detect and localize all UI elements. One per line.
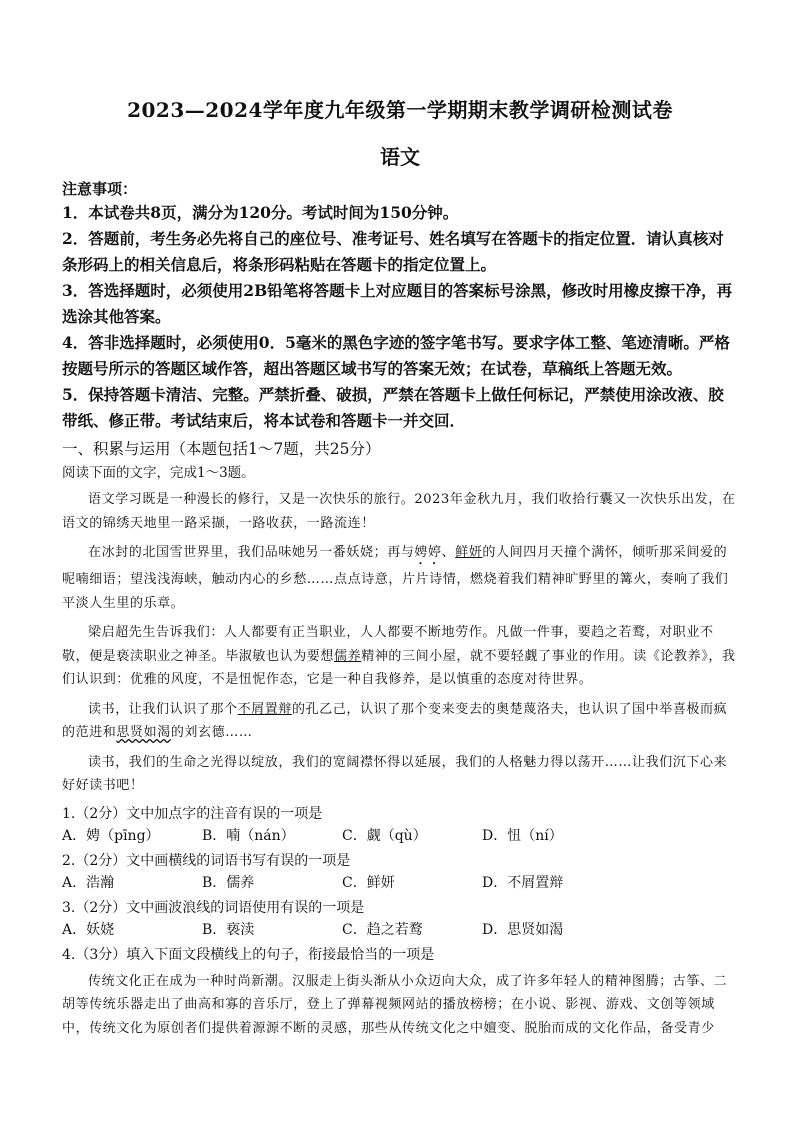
notice-item: 2．答题前，考生务必先将自己的座位号、准考证号、姓名填写在答题卡的指定位置．请认真核对条形码上的相关信息后，将条形码粘贴在答题卡的指定位置上。 bbox=[62, 229, 724, 274]
option-a[interactable]: A．浩瀚 bbox=[62, 874, 115, 891]
passage-paragraph-3 bbox=[62, 621, 738, 692]
text-span: 的刘玄德…… bbox=[170, 725, 253, 740]
option-a[interactable]: A．娉（pīng） bbox=[62, 827, 160, 844]
wavy-underlined-word: 思贤如渴 bbox=[116, 725, 171, 740]
text-span: 梁启超先生告诉我们：人人都要有正当职业，人人都要不断地劳作。凡做一件事，要趋之若鹜，对职业不敬，便是亵渎职业之神圣。毕淑敏也认为要想 bbox=[62, 625, 714, 664]
text-span: 读书，让我们认识了那个 bbox=[88, 701, 238, 717]
text-span: 的人间四月天撞个满怀，倾听那采间爱的呢喃细语；望浅浅海峡，触动内心的乡愁……点点诗意，片片诗情，燃烧着我们精神旷野里的篝火，奏响了我们平淡人生里的乐章。 bbox=[62, 545, 729, 611]
dotted-word: 娉婷 bbox=[414, 545, 442, 560]
question-3-stem: 3.（2分）文中画波浪线的词语使用有误的一项是 bbox=[62, 899, 365, 916]
passage-paragraph-5: 读书，我们的生命之光得以绽放，我们的宽阔襟怀得以延展，我们的人格魅力得以荡开……让我们沉下心来好好读书吧！ bbox=[62, 754, 728, 793]
option-c[interactable]: C．趋之若鹜 bbox=[342, 921, 423, 938]
passage-paragraph-2 bbox=[62, 541, 738, 615]
notice-heading: 注意事项： bbox=[62, 180, 138, 198]
text-span: 的孔乙己，认识了那个变来变去的奥楚蔑洛夫，也认识了国中举喜极而疯的范进和 bbox=[62, 701, 728, 740]
notice-item: 4．答非选择题时，必须使用0．5毫米的黑色字迹的签字笔书写。要求字体工整、笔迹清晰。严格按题号所示的答题区域作答，超出答题区域书写的答案无效；在试卷，草稿纸上答题无效。 bbox=[62, 333, 730, 378]
underlined-word: 儒养 bbox=[334, 648, 362, 664]
notice-item: 3．答选择题时，必须使用2B铅笔将答题卡上对应题目的答案标号涂黑，修改时用橡皮擦干净，再选涂其他答案。 bbox=[62, 281, 733, 326]
section-heading: 一、积累与运用（本题包括1～7题，共25分） bbox=[62, 440, 381, 458]
option-b[interactable]: B．儒养 bbox=[202, 874, 255, 891]
text-span: 精神的三间小屋，就不要轻觑了事业的作用。读《论教养》，我们认识到：优雅的风度，不是忸怩作态，它是一种自我修养，是以慎重的态度对待世界。 bbox=[62, 648, 736, 687]
notice-item: 1．本试卷共8页，满分为120分。考试时间为150分钟。 bbox=[62, 203, 459, 222]
option-b[interactable]: B．亵渎 bbox=[202, 921, 255, 938]
question-4-stem: 4.（3分）填入下面文段横线上的句子，衔接最恰当的一项是 bbox=[62, 946, 435, 963]
text-span: 在冰封的北国雪世界里，我们品味她另一番妖娆；再与 bbox=[88, 545, 415, 560]
question-2-stem: 2.（2分）文中画横线的词语书写有误的一项是 bbox=[62, 852, 351, 869]
option-a[interactable]: A．妖娆 bbox=[62, 921, 115, 938]
underlined-word: 鲜妍 bbox=[455, 545, 483, 560]
question-3-options bbox=[62, 919, 738, 941]
option-d[interactable]: D．忸（ní） bbox=[482, 827, 563, 844]
notice-item: 5．保持答题卡清洁、完整。严禁折叠、破损，严禁在答题卡上做任何标记，严禁使用涂改液、胶带纸、修正带。考试结束后，将本试卷和答题卡一并交回． bbox=[62, 385, 724, 430]
text-span: 、 bbox=[441, 545, 456, 560]
option-d[interactable]: D．不屑置辩 bbox=[482, 874, 564, 891]
option-b[interactable]: B．喃（nán） bbox=[202, 827, 295, 844]
question-2-options bbox=[62, 872, 738, 894]
reading-instruction: 阅读下面的文字，完成1～3题。 bbox=[62, 465, 255, 481]
option-c[interactable]: C．鲜妍 bbox=[342, 874, 395, 891]
question-1-options bbox=[62, 825, 738, 847]
question-1-stem: 1.（2分）文中加点字的注音有误的一项是 bbox=[62, 805, 323, 822]
option-d[interactable]: D．思贤如渴 bbox=[482, 921, 564, 938]
underlined-word: 不屑置辩 bbox=[237, 701, 293, 717]
exam-title: 2023—2024学年度九年级第一学期期末教学调研检测试卷 bbox=[127, 98, 673, 122]
notice-list bbox=[62, 200, 738, 434]
option-c[interactable]: C．觑（qù） bbox=[342, 827, 427, 844]
passage-paragraph-4 bbox=[62, 698, 738, 745]
subject-title: 语文 bbox=[380, 145, 420, 169]
question-4-passage: 传统文化正在成为一种时尚新潮。汉服走上街头渐从小众迈向大众，成了许多年轻人的精神图腾；古筝、二胡等传统乐器走出了曲高和寡的音乐厅，登上了弹幕视频网站的播放榜榜；在小说、影视、游戏、文创等领域中，传统文化为原创者们提供着源源不断的灵感，那些从传统文化之中嬗变、脱胎而成的文化作品，备受青少 bbox=[62, 973, 728, 1036]
passage-paragraph-1: 语文学习既是一种漫长的修行，又是一次快乐的旅行。2023年金秋九月，我们收拾行囊又一次快乐出发，在语文的锦绣天地里一路采撷，一路收获，一路流连！ bbox=[62, 492, 736, 531]
